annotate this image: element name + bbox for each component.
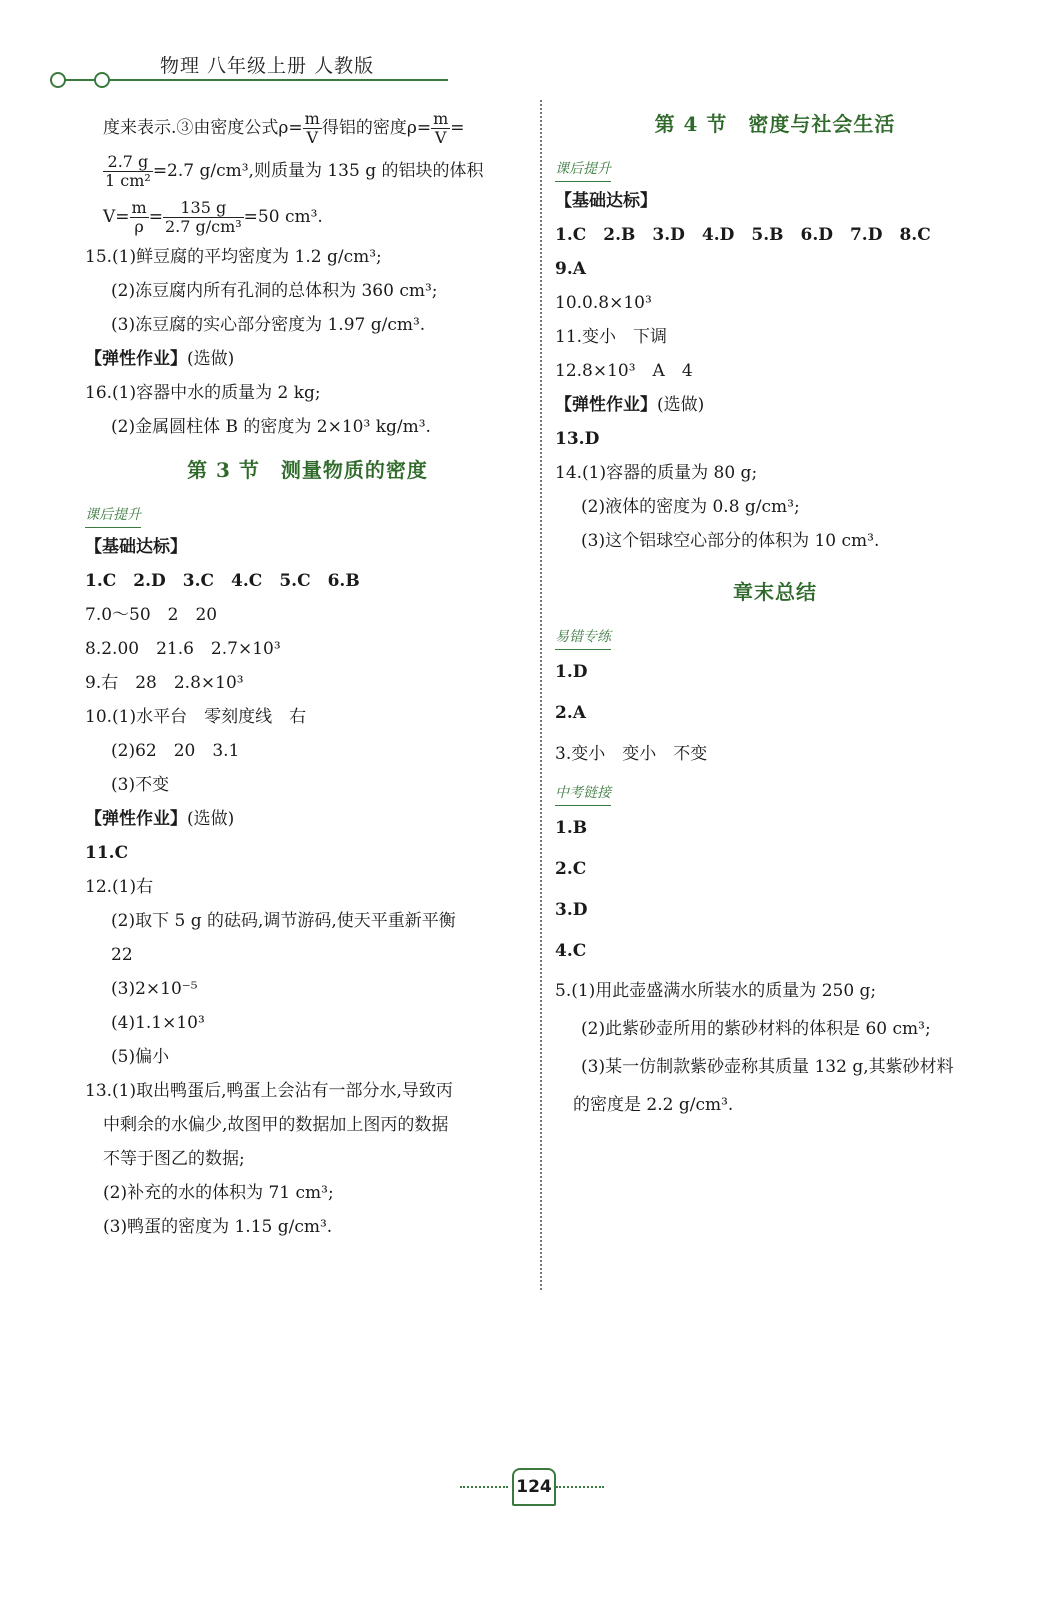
chapter-summary-title: 章末总结	[733, 580, 817, 604]
answer-line: 16.(1)容器中水的质量为 2 kg;	[85, 383, 321, 403]
answer-line: 15.(1)鲜豆腐的平均密度为 1.2 g/cm³;	[85, 247, 382, 267]
fraction: $\frac{m}{\rho}$	[131, 198, 147, 236]
answer-line: 的密度是 2.2 g/cm³.	[573, 1095, 734, 1115]
answer-line: 13.D	[555, 429, 600, 449]
answer-line: (2)金属圆柱体 B 的密度为 2×10³ kg/m³.	[111, 417, 431, 437]
formula-line-3: V= $\frac{m}{\rho}$ = $\frac{135 g}{\text{2.7 g/cm³}}$ =50 cm³.	[103, 198, 323, 236]
fraction: $\frac{m}{V}$	[433, 109, 449, 147]
answer-line: 2.C	[555, 859, 587, 879]
answer-line: (2)取下 5 g 的砝码,调节游码,使天平重新平衡	[111, 911, 456, 931]
answer-line: 中剩余的水偏少,故图甲的数据加上图丙的数据	[103, 1115, 449, 1135]
fraction: $\frac{135 g}{\text{2.7 g/cm³}}$	[164, 198, 242, 236]
answer-line: 14.(1)容器的质量为 80 g;	[555, 463, 758, 483]
answer-line: (2)62 20 3.1	[111, 741, 240, 761]
fraction: $\frac{m}{V}$	[304, 109, 320, 147]
left-column	[85, 108, 530, 1244]
column-divider	[540, 100, 542, 1290]
answer-line: 不等于图乙的数据;	[103, 1149, 245, 1169]
elastic-heading: 【弹性作业】(选做)	[555, 395, 705, 415]
answer-line: 12.8×10³ A 4	[555, 361, 693, 381]
elastic-heading: 【弹性作业】(选做)	[85, 349, 235, 369]
answer-line: (2)补充的水的体积为 71 cm³;	[103, 1183, 334, 1203]
formula-line-1: 度来表示.③由密度公式ρ= $\frac{m}{V}$ 得铝的密度ρ= $\frac{m}{V}$ =	[103, 109, 465, 147]
page-header	[50, 48, 450, 88]
section-4-title: 第 4 节 密度与社会生活	[654, 112, 896, 136]
answer-line: 9.A	[555, 259, 586, 279]
answer-line: (3)不变	[111, 775, 170, 795]
answer-line: (3)某一仿制款紫砂壶称其质量 132 g,其紫砂材料	[581, 1057, 954, 1077]
answer-line: 10.(1)水平台 零刻度线 右	[85, 707, 307, 727]
answer-line: 1.C 2.B 3.D 4.D 5.B 6.D 7.D 8.C	[555, 225, 931, 245]
answer-line: 8.2.00 21.6 2.7×10³	[85, 639, 281, 659]
answer-line: 5.(1)用此壶盛满水所装水的质量为 250 g;	[555, 981, 877, 1001]
fraction: $\frac{2.7 g}{\text{1 cm²}}$	[105, 152, 151, 190]
error-practice-subtitle: 易错专练	[555, 625, 611, 650]
formula-line-2: $\frac{2.7 g}{\text{1 cm²}}$ =2.7 g/cm³,则质量为 135 g 的铝块的体积	[105, 152, 484, 190]
answer-line: (3)鸭蛋的密度为 1.15 g/cm³.	[103, 1217, 333, 1237]
answer-line: (2)冻豆腐内所有孔洞的总体积为 360 cm³;	[111, 281, 438, 301]
after-class-subtitle: 课后提升	[555, 157, 611, 182]
answer-line: (5)偏小	[111, 1047, 170, 1067]
answer-line: 1.C 2.D 3.C 4.C 5.C 6.B	[85, 571, 360, 591]
page-footer	[460, 1468, 600, 1508]
section-3-title: 第 3 节 测量物质的密度	[187, 458, 428, 482]
right-column	[555, 108, 995, 1124]
exam-link-subtitle: 中考链接	[555, 781, 611, 806]
header-rule	[108, 79, 448, 81]
answer-line: (2)液体的密度为 0.8 g/cm³;	[581, 497, 800, 517]
answer-line: (3)2×10⁻⁵	[111, 979, 198, 999]
answer-line: 1.D	[555, 662, 588, 682]
answer-line: 11.变小 下调	[555, 327, 668, 347]
answer-line: (4)1.1×10³	[111, 1013, 205, 1033]
footer-rule	[556, 1486, 604, 1488]
answer-line: 22	[111, 945, 133, 965]
answer-line: 3.变小 变小 不变	[555, 744, 708, 764]
answer-line: 11.C	[85, 843, 129, 863]
footer-rule	[460, 1486, 508, 1488]
after-class-subtitle: 课后提升	[85, 503, 141, 528]
answer-line: 10.0.8×10³	[555, 293, 652, 313]
book-title: 物理 八年级上册 人教版	[160, 55, 375, 77]
answer-line: 2.A	[555, 703, 586, 723]
answer-line: 9.右 28 2.8×10³	[85, 673, 244, 693]
basic-heading: 【基础达标】	[555, 191, 657, 211]
answer-line: 13.(1)取出鸭蛋后,鸭蛋上会沾有一部分水,导致丙	[85, 1081, 453, 1101]
answer-line: (3)这个铝球空心部分的体积为 10 cm³.	[581, 531, 880, 551]
page-number: 124	[512, 1468, 556, 1506]
basic-heading: 【基础达标】	[85, 537, 187, 557]
answer-line: 12.(1)右	[85, 877, 154, 897]
answer-line: (2)此紫砂壶所用的紫砂材料的体积是 60 cm³;	[581, 1019, 931, 1039]
answer-line: (3)冻豆腐的实心部分密度为 1.97 g/cm³.	[111, 315, 426, 335]
answer-line: 3.D	[555, 900, 588, 920]
elastic-heading: 【弹性作业】(选做)	[85, 809, 235, 829]
answer-line: 4.C	[555, 941, 587, 961]
answer-line: 1.B	[555, 818, 588, 838]
header-rule	[64, 79, 94, 81]
answer-line: 7.0～50 2 20	[85, 605, 218, 625]
